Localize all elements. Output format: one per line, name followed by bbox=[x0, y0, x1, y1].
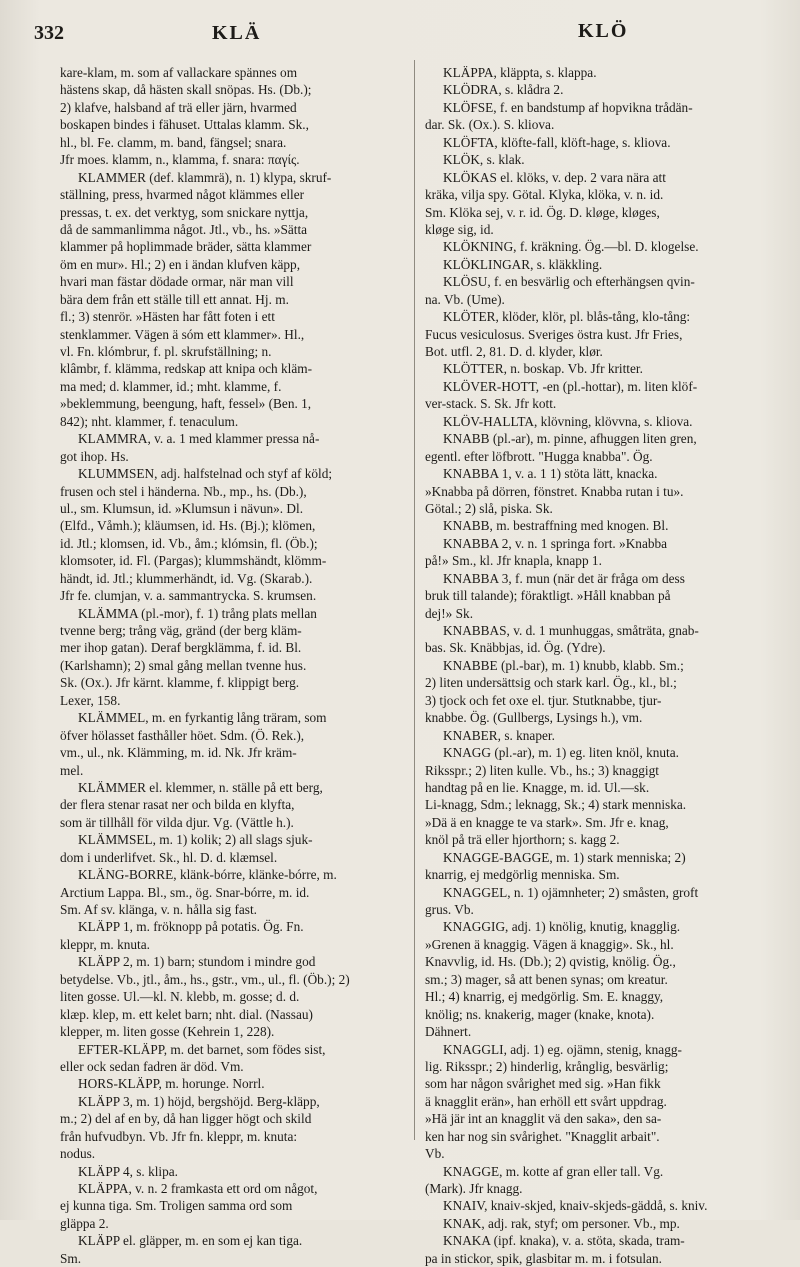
left-column-line: klammer på hoplimmade bräder, sätta klammer bbox=[60, 239, 312, 255]
right-column-line: KNABBAS, v. d. 1 munhuggas, småträta, gnab- bbox=[443, 623, 699, 638]
right-column-line: KNABBA 2, v. n. 1 springa fort. »Knabba bbox=[443, 535, 668, 551]
left-column-line: gläppa 2. bbox=[60, 1215, 109, 1231]
right-column-line: KNABB, m. bestraffning med knogen. Bl. bbox=[443, 518, 669, 534]
right-column-line: KNAGGE-BAGGE, m. 1) stark menniska; 2) bbox=[443, 849, 686, 865]
right-column-line: KNABBE (pl.-bar), m. 1) knubb, klabb. Sm.; bbox=[443, 657, 684, 673]
right-column-line: KLÖKNING, f. kräkning. Ög.—bl. D. klogelse. bbox=[443, 239, 699, 255]
left-column-line: hvari man fästar dödade ormar, när man vill bbox=[60, 274, 294, 290]
left-column-line: KLÄPP 3, m. 1) höjd, bergshöjd. Berg-kläpp, bbox=[78, 1093, 320, 1109]
right-column-line: ä knagglit erän», han erhöll ett svårt uppdrag. bbox=[425, 1093, 667, 1109]
right-column-line: egentl. efter löfbrott. "Hugga knabba". Ög. bbox=[425, 448, 653, 464]
right-column-line: Sm. Klöka sej, v. r. id. Ög. D. kløge, kløges, bbox=[425, 204, 660, 220]
right-column-line: bruk till talande); föraktligt. »Håll knabban på bbox=[425, 588, 671, 604]
left-column-line: got ihop. Hs. bbox=[60, 448, 129, 464]
right-column-line: KNABBA 1, v. a. 1 1) stöta lätt, knacka. bbox=[443, 466, 658, 482]
left-column-line: mer ihop gatan). Deraf bergklämma, f. id. Bl. bbox=[60, 640, 302, 656]
right-column-line: KLÖKAS el. klöks, v. dep. 2 vara nära att bbox=[443, 169, 666, 185]
right-column-line: 3) tjock och fet oxe el. tjur. Stutknabbe, tjur- bbox=[425, 692, 662, 708]
right-column-line: KNABB (pl.-ar), m. pinne, afhuggen liten gren, bbox=[443, 431, 697, 447]
left-column-line: KLÄMMSEL, m. 1) kolik; 2) all slags sjuk- bbox=[78, 832, 313, 848]
right-column-line: sm.; 3) mager, så att benen synas; om kreatur. bbox=[425, 971, 668, 987]
right-column-line: Fucus vesiculosus. Sveriges östra kust. Jfr Fries, bbox=[425, 326, 683, 342]
left-column-line: Lexer, 158. bbox=[60, 692, 121, 708]
left-column-line: Sk. (Ox.). Jfr kärnt. klamme, f. klippigt berg. bbox=[60, 675, 300, 691]
left-column-line: pressas, t. ex. det verktyg, som snickare nyttja, bbox=[60, 204, 309, 220]
left-column-line: fl.; 3) stenrör. »Hästen har fått foten i ett bbox=[60, 309, 275, 325]
left-column-line: m.; 2) del af en by, då han ligger högt och skild bbox=[60, 1111, 312, 1127]
left-column-line: liten gosse. Ul.—kl. N. klebb, m. gosse; d. d. bbox=[60, 989, 300, 1005]
page-header bbox=[0, 18, 800, 58]
left-column-line: »beklemmung, beengung, haft, fessel» (Ben. 1, bbox=[60, 396, 312, 412]
right-column-line: KNAK, adj. rak, styf; om personer. Vb., mp. bbox=[443, 1215, 680, 1231]
right-column-line: KLÄPPA, kläppta, s. klappa. bbox=[443, 65, 597, 80]
right-column-line: kløge sig, id. bbox=[425, 221, 494, 237]
right-column-line: Riksspr.; 2) liten kulle. Vb., hs.; 3) knaggigt bbox=[425, 762, 659, 778]
right-column-line: KLÖKLINGAR, s. kläkkling. bbox=[443, 256, 603, 272]
left-column-line: boskapen bindes i fähuset. Uttalas klamm. Sk., bbox=[60, 117, 309, 133]
left-column-line: KLÄPPA, v. n. 2 framkasta ett ord om något, bbox=[78, 1181, 318, 1196]
left-column-line: ställning, press, hvarmed något klämmes eller bbox=[60, 187, 305, 203]
right-column-line: KLÖV-HALLTA, klövning, klövvna, s. kliova. bbox=[443, 413, 693, 429]
left-column-line: klæp. klep, m. ett kelet barn; nht. dial. (Nassau) bbox=[60, 1006, 313, 1022]
right-column-line: KNAIV, knaiv-skjed, knaiv-skjeds-gäddå, s. kniv. bbox=[443, 1198, 708, 1214]
left-column-line: från hufvudbyn. Vb. Jfr fn. kleppr, m. knuta: bbox=[60, 1128, 298, 1144]
right-column-line: KNAGGLI, adj. 1) eg. ojämn, stenig, knagg- bbox=[443, 1041, 682, 1057]
left-column-line: Sm. bbox=[60, 1250, 82, 1266]
left-column-line: dom i underlifvet. Sk., hl. D. d. klæmsel. bbox=[60, 849, 278, 865]
right-column-line: dej!» Sk. bbox=[425, 605, 474, 621]
left-column-line: Jfr fe. clumjan, v. a. sammantrycka. S. krumsen. bbox=[60, 588, 317, 604]
left-column-line: Jfr moes. klamm, n., klamma, f. snara: παγίς. bbox=[60, 152, 300, 168]
right-column-line: KLÖFTA, klöfte-fall, klöft-hage, s. kliova. bbox=[443, 134, 671, 150]
left-column-line: kare-klam, m. som af vallackare spännes om bbox=[60, 65, 298, 80]
right-column-line: knöl på trä eller hjorthorn; s. kagg 2. bbox=[425, 832, 620, 848]
left-column-line: KLÄPP 4, s. klipa. bbox=[78, 1163, 178, 1179]
left-column-line: EFTER-KLÄPP, m. det barnet, som födes sist, bbox=[78, 1041, 326, 1057]
right-column-line: Dähnert. bbox=[425, 1024, 472, 1040]
left-column-line: klepper, m. liten gosse (Kehrein 1, 228). bbox=[60, 1024, 275, 1040]
left-column-line: händt, id. Jtl.; klummerhändt, id. Vg. (Skarab.). bbox=[60, 570, 313, 586]
right-column-line: kräka, vilja spy. Götal. Klyka, klöka, v. n. id. bbox=[425, 187, 664, 203]
left-column bbox=[60, 64, 394, 1267]
left-column-line: id. Jtl.; klomsen, id. Vb., åm.; klómsin, fl. (Öb.); bbox=[60, 535, 318, 551]
right-column-line: bas. Sk. Knäbbjas, id. Ög. (Ydre). bbox=[425, 640, 606, 656]
right-column-line: (Mark). Jfr knagg. bbox=[425, 1181, 523, 1196]
left-column-line: öfver hölasset fasthåller höet. Sdm. (Ö. Rek.), bbox=[60, 727, 305, 743]
right-column-line: Vb. bbox=[425, 1146, 445, 1162]
left-column-line: KLÄPP el. gläpper, m. en som ej kan tiga. bbox=[78, 1233, 303, 1249]
right-column-line: på!» Sm., kl. Jfr knapla, knapp 1. bbox=[425, 553, 602, 569]
right-column-line: dar. Sk. (Ox.). S. kliova. bbox=[425, 117, 555, 133]
right-column-line: handtag på en lie. Knagge, m. id. Ul.—sk. bbox=[425, 779, 650, 795]
left-column-line: stenklammer. Vägen ä sóm ett klammer». Hl., bbox=[60, 326, 305, 342]
right-column-line: KLÖFSE, f. en bandstump af hopvikna trådän- bbox=[443, 99, 693, 115]
right-column-line: Bot. utfl. 2, 81. D. d. klyder, klør. bbox=[425, 344, 603, 359]
right-column-line: KLÖTER, klöder, klör, pl. blås-tång, klo-tång: bbox=[443, 309, 691, 325]
right-column-line: »Grenen ä knaggig. Vägen ä knaggig». Sk., hl. bbox=[425, 936, 674, 952]
left-column-line: (Karlshamn); 2) smal gång mellan tvenne hus. bbox=[60, 657, 307, 673]
left-column-line: ma med; d. klammer, id.; mht. klamme, f. bbox=[60, 378, 282, 394]
left-column-line: kleppr, m. knuta. bbox=[60, 936, 150, 952]
left-column-line: 2) klafve, halsband af trä eller järn, hvarmed bbox=[60, 99, 297, 115]
right-column-line: KLÖDRA, s. klådra 2. bbox=[443, 82, 564, 98]
right-column-line: knabbe. Ög. (Gullbergs, Lysings h.), vm. bbox=[425, 710, 643, 726]
left-column-line: vm., ul., nk. Klämming, m. id. Nk. Jfr kräm- bbox=[60, 745, 297, 761]
right-column-line: KNAGGE, m. kotte af gran eller tall. Vg. bbox=[443, 1163, 664, 1179]
right-column-line: KLÖTTER, n. boskap. Vb. Jfr kritter. bbox=[443, 361, 643, 377]
left-column-line: HORS-KLÄPP, m. horunge. Norrl. bbox=[78, 1076, 265, 1092]
right-column-line: 2) liten undersättsig och stark karl. Ög., kl., bl.; bbox=[425, 675, 677, 691]
right-column-line: KLÖVER-HOTT, -en (pl.-hottar), m. liten klöf- bbox=[443, 378, 698, 394]
left-column-line: hästens skap, då hästen skall snöpas. Hs. (Db.); bbox=[60, 82, 312, 98]
left-column-line: 842); nht. klammer, f. tenaculum. bbox=[60, 413, 239, 429]
left-column-line: betydelse. Vb., jtl., åm., hs., gstr., vm., ul., fl. (Öb.); 2) bbox=[60, 971, 350, 987]
left-column-line: KLAMMRA, v. a. 1 med klammer pressa nå- bbox=[78, 431, 320, 447]
left-column-line: bära dem från ett ställe till ett annat. Hj. m. bbox=[60, 291, 289, 307]
left-column-line: der flera stenar rasat ner och bilda en klyfta, bbox=[60, 797, 295, 813]
left-column-line: klâmbr, f. klämma, redskap att knipa och kläm- bbox=[60, 361, 313, 377]
right-column-line: grus. Vb. bbox=[425, 902, 474, 917]
right-column-line: knölig; ns. knakerig, mager (knake, knota). bbox=[425, 1006, 655, 1022]
right-column-line: KNAGGEL, n. 1) ojämnheter; 2) småsten, groft bbox=[443, 884, 699, 900]
left-column-line: KLÄNG-BORRE, klänk-bórre, klänke-bórre, m. bbox=[78, 867, 337, 883]
right-column-line: knarrig, ej medgörlig menniska. Sm. bbox=[425, 867, 620, 883]
left-column-line: eller ock sedan fadren är död. Vm. bbox=[60, 1058, 244, 1074]
page-number: 332 bbox=[34, 22, 64, 44]
left-column-line: Sm. Af sv. klänga, v. n. hålla sig fast. bbox=[60, 902, 257, 917]
right-column-line: Li-knagg, Sdm.; leknagg, Sk.; 4) stark menniska. bbox=[425, 797, 687, 813]
left-column-line: KLÄPP 1, m. fröknopp på potatis. Ög. Fn. bbox=[78, 919, 304, 935]
right-column-line: lig. Riksspr.; 2) hinderlig, krånglig, besvärlig; bbox=[425, 1058, 669, 1074]
right-column bbox=[425, 64, 761, 1267]
right-column-line: pa in stickor, spik, glasbitar m. m. i fotsulan. bbox=[425, 1250, 662, 1266]
right-column-line: Götal.; 2) slå, piska. Sk. bbox=[425, 500, 553, 516]
left-column-line: ul., sm. Klumsun, id. »Klumsun i nävun». Dl. bbox=[60, 500, 304, 516]
right-column-line: KNAGG (pl.-ar), m. 1) eg. liten knöl, knuta. bbox=[443, 745, 679, 761]
left-column-line: KLÄMMEL, m. en fyrkantig lång träram, som bbox=[78, 710, 327, 726]
left-column-line: KLÄMMER el. klemmer, n. ställe på ett berg, bbox=[78, 779, 323, 795]
left-column-line: KLUMMSEN, adj. halfstelnad och styf af köld; bbox=[78, 466, 333, 482]
right-column-line: KNAKA (ipf. knaka), v. a. stöta, skada, tram- bbox=[443, 1233, 685, 1249]
right-column-line: na. Vb. (Ume). bbox=[425, 291, 505, 307]
right-column-line: KNABBA 3, f. mun (när det är fråga om dess bbox=[443, 570, 685, 586]
right-column-line: KLÖK, s. klak. bbox=[443, 152, 525, 168]
right-column-line: »Knabba på dörren, fönstret. Knabba rutan i tu». bbox=[425, 483, 684, 499]
right-column-line: KLÖSU, f. en besvärlig och efterhängsen qvin- bbox=[443, 274, 695, 290]
left-column-line: då de sammanlimma något. Jtl., vb., hs. »Sätta bbox=[60, 221, 308, 237]
left-column-line: klomsoter, id. Fl. (Pargas); klummshändt, klömm- bbox=[60, 553, 327, 569]
left-column-line: vl. Fn. klómbrur, f. pl. skrufställning; n. bbox=[60, 344, 272, 359]
right-column-line: »Hä jär int an knagglit vä den saka», den sa- bbox=[425, 1111, 662, 1127]
left-column-line: hl., bl. Fe. clamm, m. band, fängsel; snara. bbox=[60, 134, 287, 150]
left-guide-word: KLÄ bbox=[212, 22, 262, 44]
left-column-line: (Elfd., Våmh.); kläumsen, id. Hs. (Bj.); klömen, bbox=[60, 518, 316, 534]
left-column-line: ej kunna tiga. Sm. Troligen samma ord som bbox=[60, 1198, 293, 1214]
left-column-line: mel. bbox=[60, 762, 84, 778]
left-column-line: öm en mur». Hl.; 2) en i ändan klufven käpp, bbox=[60, 256, 301, 272]
right-guide-word: KLÖ bbox=[578, 20, 629, 42]
right-column-line: »Dä ä en knagge te va stark». Sm. Jfr e. knag, bbox=[425, 814, 669, 830]
left-column-line: nodus. bbox=[60, 1146, 96, 1162]
right-column-line: ver-stack. S. Sk. Jfr kott. bbox=[425, 396, 557, 412]
column-divider bbox=[414, 60, 415, 1140]
right-column-line: ken har nog sin svårighet. "Knagglit arbait". bbox=[425, 1128, 660, 1144]
right-column-line: som har någon svårighet med sig. »Han fikk bbox=[425, 1076, 661, 1092]
right-column-line: KNABER, s. knaper. bbox=[443, 727, 555, 743]
left-column-line: KLÄPP 2, m. 1) barn; stundom i mindre god bbox=[78, 954, 316, 970]
left-column-line: som är tillhåll för vilda djur. Vg. (Vättle h.). bbox=[60, 814, 294, 830]
left-column-line: Arctium Lappa. Bl., sm., ög. Snar-bórre, m. id. bbox=[60, 884, 310, 900]
right-column-line: Hl.; 4) knarrig, ej medgörlig. Sm. E. knaggy, bbox=[425, 989, 664, 1005]
left-column-line: KLÄMMA (pl.-mor), f. 1) trång plats mellan bbox=[78, 605, 317, 621]
left-column-line: KLAMMER (def. klammrä), n. 1) klypa, skruf- bbox=[78, 169, 332, 185]
left-column-line: frusen och stel i händerna. Nb., mp., hs. (Db.), bbox=[60, 483, 307, 499]
left-column-line: tvenne berg; trång väg, gränd (der berg kläm- bbox=[60, 623, 302, 638]
right-column-line: KNAGGIG, adj. 1) knölig, knutig, knagglig. bbox=[443, 919, 681, 935]
right-column-line: Knavvlig, id. Hs. (Db.); 2) qvistig, knölig. Ög., bbox=[425, 954, 676, 970]
